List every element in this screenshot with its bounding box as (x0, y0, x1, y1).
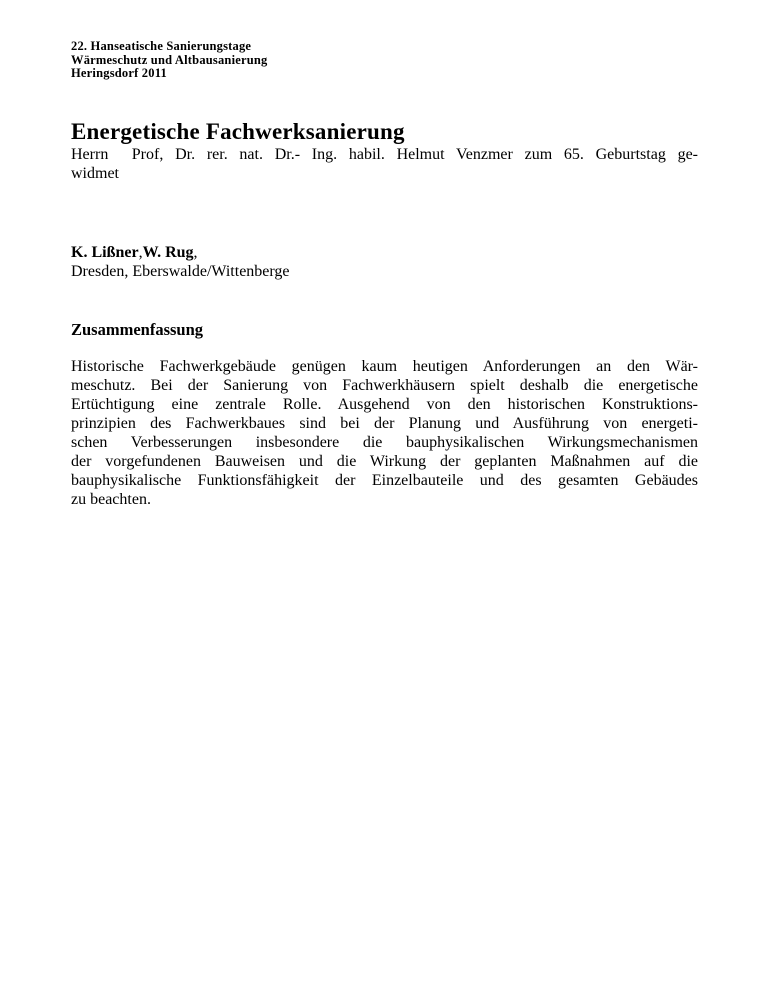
author-separator: , (193, 244, 198, 262)
conference-header (71, 40, 698, 81)
authors-block (71, 243, 698, 281)
abstract-line: Historische Fachwerkgebäude genügen kaum heutigen Anforderungen an den Wär- (71, 358, 698, 376)
abstract-heading: Zusammenfassung (71, 320, 204, 340)
conference-header-line: Heringsdorf 2011 (71, 66, 167, 80)
author-names (71, 243, 698, 262)
author-separator: , (138, 244, 143, 262)
abstract-line: bauphysikalische Funktionsfähigkeit der Einzelbauteile und des gesamten Gebäudes (71, 472, 698, 490)
abstract-paragraph (71, 357, 698, 509)
abstract-line: der vorgefundenen Bauweisen und die Wirkung der geplanten Maßnahmen auf die (71, 453, 698, 471)
dedication (71, 145, 698, 183)
author-name: K. Lißner (71, 244, 139, 262)
abstract-line: Ertüchtigung eine zentrale Rolle. Ausgehend von den historischen Konstruktions- (71, 396, 698, 414)
conference-header-line: 22. Hanseatische Sanierungstage (71, 39, 252, 53)
abstract-line: meschutz. Bei der Sanierung von Fachwerkhäusern spielt deshalb die energetische (71, 377, 698, 395)
abstract-line: prinzipien des Fachwerkbaues sind bei der Planung und Ausführung von energeti- (71, 415, 698, 433)
authors-affiliation: Dresden, Eberswalde/Wittenberge (71, 263, 290, 281)
conference-header-line: Wärmeschutz und Altbausanierung (71, 52, 268, 67)
dedication-line: widmet (71, 165, 119, 183)
dedication-line: Herrn Prof, Dr. rer. nat. Dr.- Ing. habil. Helmut Venzmer zum 65. Geburtstag ge- (71, 146, 698, 164)
abstract-line: schen Verbesserungen insbesondere die bauphysikalischen Wirkungsmechanismen (71, 434, 698, 452)
author-name: W. Rug (142, 244, 194, 262)
page-title: Energetische Fachwerksanierung (71, 118, 405, 144)
abstract-line: zu beachten. (71, 491, 151, 509)
